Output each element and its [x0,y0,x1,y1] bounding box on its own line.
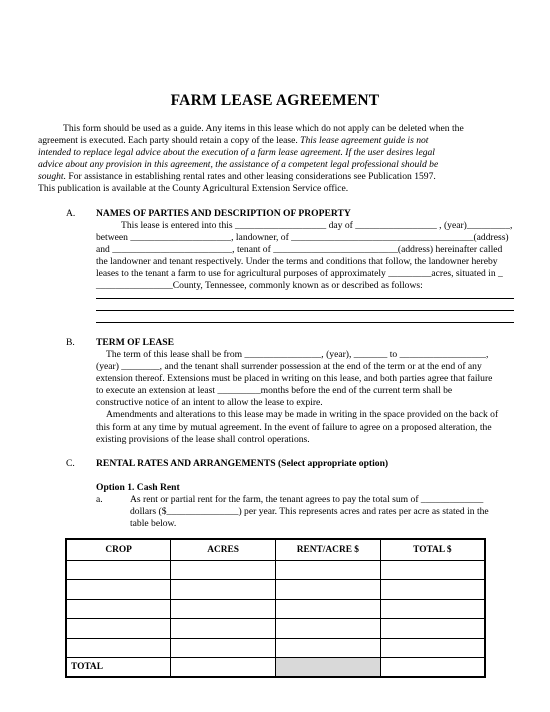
option-1-line-1: As rent or partial rent for the farm, the tenant agrees to pay the total sum of _____________ [130,494,484,505]
acres-cell[interactable] [171,599,276,618]
total-row-label: TOTAL [66,657,171,677]
intro-paragraph [38,123,464,196]
description-line-1[interactable] [96,298,514,299]
crop-cell[interactable] [66,580,171,599]
section-b-heading: TERM OF LEASE [96,337,175,348]
rent-cell[interactable] [276,561,381,580]
intro-line-5 [38,171,464,183]
section-b-line-6: Amendments and alterations to this lease may be made in writing in the space provided on the back of [106,409,499,421]
table-row [66,638,485,657]
rent-cell[interactable] [276,638,381,657]
section-b-paragraph [96,349,498,446]
section-c-letter: C. [66,458,75,469]
header-crop: CROP [66,539,171,561]
total-cell[interactable] [380,619,485,638]
intro-line-4-text: advice about any provision in this agreement, the assistance of a competent legal professional should be [38,159,439,171]
section-c-heading: RENTAL RATES AND ARRANGEMENTS (Select appropriate option) [96,458,389,469]
option-1-paragraph [130,494,489,530]
crop-cell[interactable] [66,561,171,580]
table-row [66,619,485,638]
description-line-2[interactable] [96,310,514,311]
intro-line-5-b: For assistance in establishing rental rates and other leasing considerations see Publication 1597. [66,171,436,183]
table-header-row [66,539,485,561]
section-a-line-1: This lease is entered into this ___________________ day of _________________ , (year)_________, [121,220,513,231]
page-title: FARM LEASE AGREEMENT [170,92,380,109]
total-cell[interactable] [380,561,485,580]
header-total: TOTAL $ [380,539,485,561]
section-a-line-5: leases to the tenant a farm to use for agricultural purposes of approximately _________acres, situated in _ [96,268,503,280]
acres-cell[interactable] [171,561,276,580]
section-b-line-8: existing provisions of the lease shall control operations. [96,433,310,445]
crop-cell[interactable] [66,599,171,618]
section-a-paragraph [96,220,512,293]
section-b-line-1: The term of this lease shall be from ________________, (year), _______ to __________________, [106,349,489,360]
section-a-heading: NAMES OF PARTIES AND DESCRIPTION OF PROPERTY [96,208,351,219]
header-rent-per-acre: RENT/ACRE $ [276,539,381,561]
intro-line-2-b: This lease agreement guide is not [300,135,429,147]
intro-line-2-a: agreement is executed. Each party should retain a copy of the lease. [38,135,301,147]
rent-cell[interactable] [276,599,381,618]
section-b-line-4: to execute an extension at least _________months before the end of the current term shall be [96,385,453,397]
intro-line-6: This publication is available at the County Agricultural Extension Service office. [38,183,349,195]
section-a-line-2: between _____________________, landowner, of ______________________________________(address) [96,232,509,244]
section-b-line-3: extension thereof. Extensions must be placed in writing on this lease, and both parties agree that failure [96,373,493,385]
acres-cell[interactable] [171,619,276,638]
description-line-3[interactable] [96,322,514,323]
table-row [66,599,485,618]
acres-cell[interactable] [171,580,276,599]
crop-cell[interactable] [66,619,171,638]
intro-line-1: This form should be used as a guide. Any items in this lease which do not apply can be deleted when the [63,123,464,134]
section-a-line-6: ________________County, Tennessee, commonly known as or described as follows: [96,280,423,292]
total-cell[interactable] [380,599,485,618]
rent-table [65,538,486,678]
crop-cell[interactable] [66,638,171,657]
acres-cell[interactable] [171,638,276,657]
total-rent-shaded-cell [276,657,381,677]
intro-line-4 [38,159,464,171]
intro-line-2 [38,135,464,147]
section-a-line-3: and _________________________, tenant of __________________________(address) hereinafter called [96,244,503,256]
grand-total-cell[interactable] [380,657,485,677]
total-cell[interactable] [380,580,485,599]
header-acres: ACRES [171,539,276,561]
section-b-line-7: this form at any time by mutual agreement. In the event of failure to agree on a proposed alteration, the [96,421,492,433]
item-a-letter: a. [96,494,103,505]
table-row [66,580,485,599]
section-b-line-5: constructive notice of an intent to allow the lease to expire. [96,397,323,409]
option-1-line-2: dollars ($_______________) per year. This represents acres and rates per acre as stated in the [130,506,489,518]
intro-line-5-a: sought. [38,171,66,183]
section-b-letter: B. [66,337,75,348]
total-cell[interactable] [380,638,485,657]
option-1-line-3: table below. [130,518,177,530]
section-b-line-2: (year) ________, and the tenant shall surrender possession at the end of the term or at the end of any [96,361,482,373]
intro-line-3-text: intended to replace legal advice about the execution of a farm lease agreement. If the user desires legal [38,147,435,159]
rent-cell[interactable] [276,619,381,638]
option-1-heading: Option 1. Cash Rent [96,482,180,493]
rent-cell[interactable] [276,580,381,599]
intro-line-3 [38,147,464,159]
total-acres-cell[interactable] [171,657,276,677]
section-a-line-4: the landowner and tenant respectively. Under the terms and conditions that follow, the landowner hereby [96,256,498,268]
table-total-row [66,657,485,677]
section-a-letter: A. [66,208,76,219]
table-row [66,561,485,580]
